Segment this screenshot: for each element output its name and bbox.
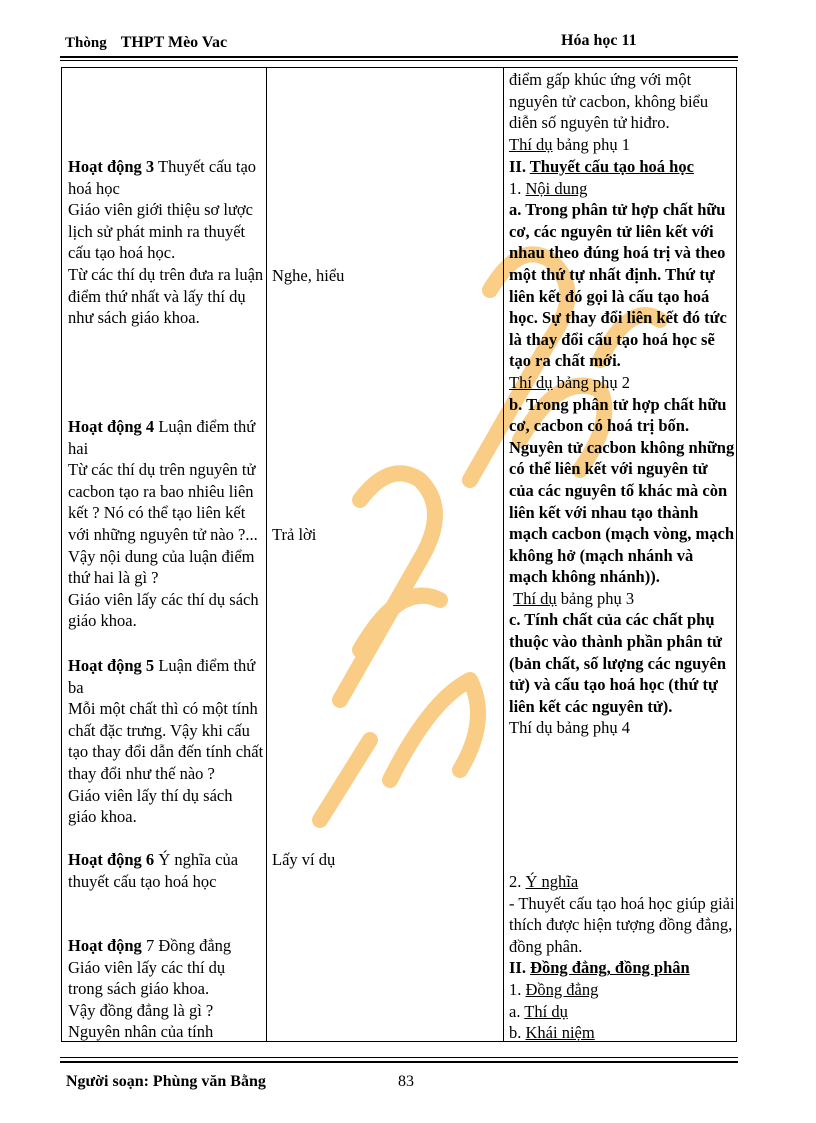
activity-5-subtitle: Luận điểm thứ ba xyxy=(68,656,256,697)
subsection-homolog-heading: 1. Đồng đẳng xyxy=(509,979,599,999)
example-3-label: Thí dụ xyxy=(513,588,557,608)
section-3-heading: II. Đồng đẳng, đồng phân xyxy=(509,958,690,978)
section-2-heading: II. Thuyết cấu tạo hoá học xyxy=(509,157,694,176)
example-1 xyxy=(509,134,735,156)
activity-6-subtitle: Ý nghĩa của thuyết cấu tạo hoá học xyxy=(68,850,239,891)
activity-4-subtitle: Luận điểm thứ hai xyxy=(68,417,256,458)
activity-4-paragraph: Từ các thí dụ trên nguyên tử cacbon tạo ra bao nhiêu liên kết ? Nó có thể tạo liên kết với những nguyên tử nào ?... xyxy=(68,460,258,544)
column-divider-1 xyxy=(266,68,267,1041)
activity-3-title: Hoạt động 3 xyxy=(68,157,155,176)
subject-label: Hóa học 11 xyxy=(561,32,637,49)
student-activity-6: Lấy ví dụ xyxy=(272,850,336,869)
activity-7 xyxy=(68,935,264,1043)
activity-3-paragraph: Giáo viên giới thiệu sơ lược lịch sử phát minh ra thuyết cấu tạo hoá học. xyxy=(68,200,253,263)
activity-4-title: Hoạt động 4 xyxy=(68,417,155,436)
example-1-text: bảng phụ 1 xyxy=(552,134,630,154)
point-b: b. Trong phân tử hợp chất hữu cơ, cacbon có hoá trị bốn. Nguyên tử cacbon không những có thể liên kết với nguyên tử của các nguyên tố khác mà còn liên kết với nhau tạo thành mạch cacbon (mạch vòng, mạch không hở (mạch nhánh và mạch không nhánh)). xyxy=(509,394,735,587)
page-header xyxy=(65,34,735,54)
header-rule-top xyxy=(60,56,738,58)
activity-3-subtitle: Thuyết cấu tạo hoá học xyxy=(68,157,257,198)
example-1-label: Thí dụ xyxy=(509,134,553,154)
activity-4-paragraph: Vậy nội dung của luận điểm thứ hai là gì ? xyxy=(68,546,255,588)
activity-4-paragraph: Giáo viên lấy các thí dụ sách giáo khoa. xyxy=(68,589,259,631)
student-activity-3: Nghe, hiểu xyxy=(272,266,345,285)
activity-7-paragraph: Vậy đồng đẳng là gì ? xyxy=(68,1000,214,1020)
activity-6 xyxy=(68,849,264,892)
meaning-text: - Thuyết cấu tạo hoá học giúp giải thích được hiện tượng đồng đẳng, đồng phân. xyxy=(509,893,735,956)
page-footer xyxy=(66,1073,666,1095)
section-theory xyxy=(509,156,735,739)
activity-5-paragraph: Giáo viên lấy thí dụ sách giáo khoa. xyxy=(68,785,233,827)
section-meaning xyxy=(509,871,735,1044)
footer-rule-top xyxy=(60,1057,738,1058)
page-number: 83 xyxy=(398,1073,414,1090)
homolog-example: a. Thí dụ xyxy=(509,1001,568,1021)
school-name: THPT Mèo Vac xyxy=(120,34,228,51)
content-intro xyxy=(509,69,735,155)
example-2-label: Thí dụ xyxy=(509,372,553,392)
subsection-1-heading: 1. Nội dung xyxy=(509,178,588,198)
activity-4 xyxy=(68,416,264,632)
activity-5-paragraph: Mỗi một chất thì có một tính chất đặc trưng. Vậy khi cấu tạo thay đổi dẫn đến tính chất thay đổi như thế nào ? xyxy=(68,699,264,783)
column-divider-2 xyxy=(503,68,504,1041)
school-word: Thòng xyxy=(65,35,107,51)
activity-6-title: Hoạt động 6 xyxy=(68,850,155,869)
activity-3 xyxy=(68,156,264,329)
activity-7-title: Hoạt động xyxy=(68,936,142,955)
footer-rule-bottom xyxy=(60,1061,738,1063)
intro-text: điểm gấp khúc ứng với một nguyên tử cacbon, không biểu diễn số nguyên tử hiđro. xyxy=(509,70,709,133)
activity-5 xyxy=(68,655,264,828)
activity-7-paragraph: Giáo viên lấy các thí dụ trong sách giáo khoa. xyxy=(68,957,226,999)
example-2-text: bảng phụ 2 xyxy=(552,372,630,392)
activity-7-subtitle: 7 Đồng đẳng xyxy=(141,936,232,955)
point-a: a. Trong phân tử hợp chất hữu cơ, các nguyên tử liên kết với nhau theo đúng hoá trị và theo một thứ tự nhất định. Thứ tự liên kết đó gọi là cấu tạo hoá học. Sự thay đổi liên kết đó tức là thay đổi cấu tạo hoá học sẽ tạo ra chất mới. xyxy=(509,200,727,371)
activity-7-paragraph: Nguyên nhân của tính xyxy=(68,1022,214,1042)
author-label: Người soạn: Phùng văn Bằng xyxy=(66,1073,266,1090)
subsection-2-heading: 2. Ý nghĩa xyxy=(509,872,579,891)
example-2 xyxy=(509,372,735,394)
example-4: Thí dụ bảng phụ 4 xyxy=(509,718,630,738)
school-label xyxy=(65,34,227,52)
homolog-concept: b. Khái niệm xyxy=(509,1023,595,1043)
example-3-text: bảng phụ 3 xyxy=(556,588,635,608)
student-activity-4: Trả lời xyxy=(272,525,317,544)
point-c: c. Tính chất của các chất phụ thuộc vào thành phần phân tử (bản chất, số lượng các nguyên tử) và cấu tạo hoá học (thứ tự liên kết các nguyên tử). xyxy=(509,610,727,716)
activity-5-title: Hoạt động 5 xyxy=(68,656,155,675)
example-3 xyxy=(509,588,735,610)
activity-3-paragraph: Từ các thí dụ trên đưa ra luận điểm thứ nhất và lấy thí dụ như sách giáo khoa. xyxy=(68,264,264,328)
header-rule-bottom xyxy=(60,60,738,61)
lesson-table xyxy=(61,67,737,1042)
